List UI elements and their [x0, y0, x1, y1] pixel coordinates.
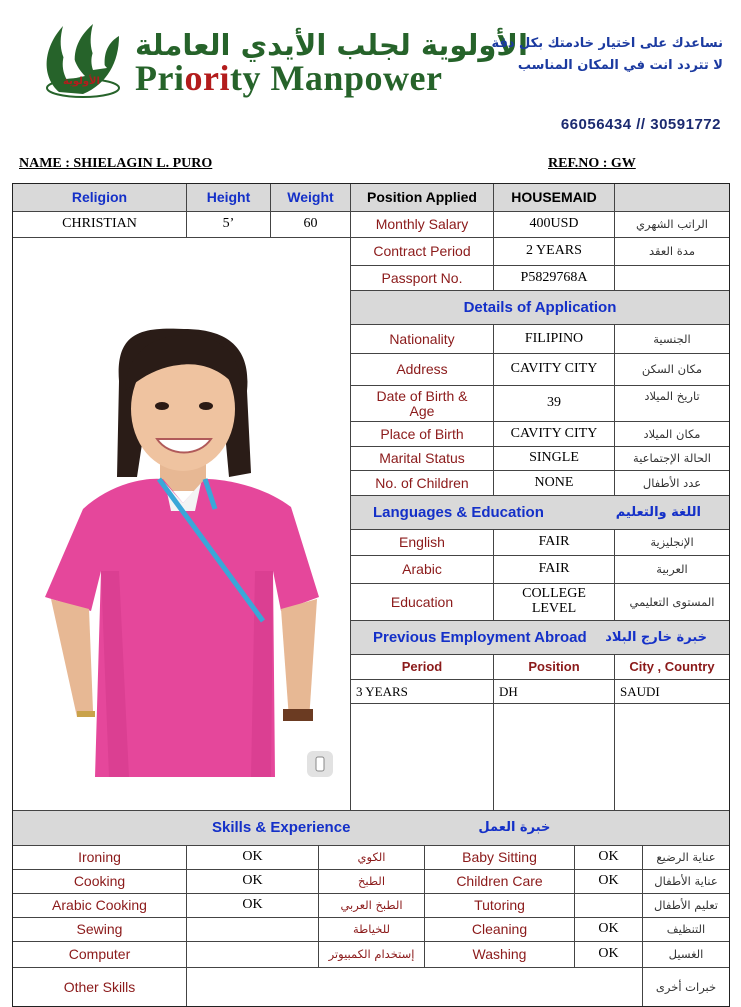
passport-value: P5829768A [494, 266, 615, 291]
height-header: Height [187, 184, 271, 212]
nationality-arabic: الجنسية [615, 325, 729, 354]
education-arabic: المستوى التعليمي [615, 584, 729, 621]
skill-right-4-ar: الغسيل [643, 942, 729, 968]
company-name-part-1: Pri [135, 58, 185, 98]
english-arabic: الإنجليزية [615, 530, 729, 556]
tagline-line-1: نساعدك على اختيار خادمتك بكل دقة [491, 36, 723, 51]
arabic-value: FAIR [494, 556, 615, 584]
skill-left-2-value: OK [187, 894, 319, 918]
other-skills-label: Other Skills [13, 968, 187, 1006]
skill-right-2-value [575, 894, 643, 918]
skill-left-4-label: Computer [13, 942, 187, 968]
emp-empty-position [494, 704, 615, 811]
skill-left-3-ar: للخياطة [319, 918, 425, 942]
skill-left-0-label: Ironing [13, 846, 187, 870]
children-value: NONE [494, 471, 615, 496]
skill-right-0-ar: عناية الرضيع [643, 846, 729, 870]
monthly-salary-label: Monthly Salary [351, 212, 494, 238]
candidate-name: NAME : SHIELAGIN L. PURO [19, 156, 213, 171]
emp-empty-period [351, 704, 494, 811]
company-name-english [135, 57, 442, 99]
position-applied-spacer [615, 184, 729, 212]
address-value: CAVITY CITY [494, 354, 615, 386]
languages-heading [351, 496, 729, 530]
tagline-line-2: لا تتردد انت في المكان المناسب [517, 58, 723, 73]
logo-mark-text: الأولوية [63, 76, 100, 87]
skill-right-1-ar: عناية الأطفال [643, 870, 729, 894]
monthly-salary-value: 400USD [494, 212, 615, 238]
skill-right-0-label: Baby Sitting [425, 846, 575, 870]
children-label: No. of Children [351, 471, 494, 496]
emp-country-value: SAUDI [615, 680, 729, 704]
address-arabic: مكان السكن [615, 354, 729, 386]
nationality-value: FILIPINO [494, 325, 615, 354]
emp-position-value: DH [494, 680, 615, 704]
skill-right-1-label: Children Care [425, 870, 575, 894]
skill-right-4-label: Washing [425, 942, 575, 968]
skills-heading [13, 811, 729, 846]
emp-empty-country [615, 704, 729, 811]
phone-numbers: 66056434 // 30591772 [560, 116, 721, 133]
education-label: Education [351, 584, 494, 621]
education-value: COLLEGE LEVEL [494, 584, 615, 621]
skill-left-2-ar: الطبخ العربي [319, 894, 425, 918]
skill-left-3-value [187, 918, 319, 942]
arabic-label: Arabic [351, 556, 494, 584]
height-value: 5’ [187, 212, 271, 238]
skills-heading-text: Skills & Experience [212, 819, 351, 837]
skill-right-1-value: OK [575, 870, 643, 894]
other-skills-value [187, 968, 643, 1006]
position-applied-value: HOUSEMAID [494, 184, 615, 212]
skill-left-1-label: Cooking [13, 870, 187, 894]
languages-heading-text: Languages & Education [373, 503, 544, 521]
passport-label: Passport No. [351, 266, 494, 291]
skill-left-3-label: Sewing [13, 918, 187, 942]
skill-left-4-ar: إستخدام الكمبيوتر [319, 942, 425, 968]
nationality-label: Nationality [351, 325, 494, 354]
skill-left-0-value: OK [187, 846, 319, 870]
skill-right-2-ar: تعليم الأطفال [643, 894, 729, 918]
period-header: Period [351, 655, 494, 680]
religion-header: Religion [13, 184, 187, 212]
company-name-arabic: الأولوية لجلب الأيدي العاملة [135, 28, 528, 62]
dob-arabic: تاريخ الميلاد [615, 386, 729, 422]
contract-period-label: Contract Period [351, 238, 494, 266]
address-label: Address [351, 354, 494, 386]
skill-right-3-value: OK [575, 918, 643, 942]
country-header: City , Country [615, 655, 729, 680]
english-value: FAIR [494, 530, 615, 556]
dob-label: Date of Birth & Age [351, 386, 494, 422]
marital-status-label: Marital Status [351, 447, 494, 471]
weight-value: 60 [271, 212, 351, 238]
candidate-photo [19, 241, 345, 790]
languages-heading-arabic: اللغة والتعليم [615, 504, 701, 520]
skill-left-1-value: OK [187, 870, 319, 894]
contract-period-arabic: مدة العقد [615, 238, 729, 266]
reference-number: REF.NO : GW [548, 156, 636, 171]
arabic-arabic: العربية [615, 556, 729, 584]
employment-heading-text: Previous Employment Abroad [373, 628, 587, 646]
skill-right-3-label: Cleaning [425, 918, 575, 942]
weight-header: Weight [271, 184, 351, 212]
other-skills-arabic: خبرات أخرى [655, 979, 717, 994]
skill-right-4-value: OK [575, 942, 643, 968]
place-of-birth-arabic: مكان الميلاد [615, 422, 729, 447]
children-arabic: عدد الأطفال [615, 471, 729, 496]
employment-heading [351, 621, 729, 655]
marital-status-value: SINGLE [494, 447, 615, 471]
contract-period-value: 2 YEARS [494, 238, 615, 266]
passport-spacer [615, 266, 729, 291]
english-label: English [351, 530, 494, 556]
skill-left-1-ar: الطبخ [319, 870, 425, 894]
religion-value: CHRISTIAN [13, 212, 187, 238]
emp-period-value: 3 YEARS [351, 680, 494, 704]
marital-status-arabic: الحالة الإجتماعية [615, 447, 729, 471]
skill-right-3-ar: التنظيف [643, 918, 729, 942]
employment-heading-arabic: خبرة خارج البلاد [605, 629, 707, 645]
place-of-birth-label: Place of Birth [351, 422, 494, 447]
details-heading: Details of Application [351, 291, 729, 325]
place-of-birth-value: CAVITY CITY [494, 422, 615, 447]
skill-left-4-value [187, 942, 319, 968]
company-logo [37, 18, 129, 100]
position-applied-label: Position Applied [351, 184, 494, 212]
skill-left-0-ar: الكوي [319, 846, 425, 870]
monthly-salary-arabic: الراتب الشهري [615, 212, 729, 238]
skill-right-0-value: OK [575, 846, 643, 870]
company-name-part-2: ori [184, 58, 230, 98]
emp-position-header: Position [494, 655, 615, 680]
skill-left-2-label: Arabic Cooking [13, 894, 187, 918]
company-name-part-3: ty Manpower [229, 58, 443, 98]
skill-right-2-label: Tutoring [425, 894, 575, 918]
skills-heading-arabic: خبرة العمل [478, 820, 551, 836]
dob-value: 39 [494, 386, 615, 422]
